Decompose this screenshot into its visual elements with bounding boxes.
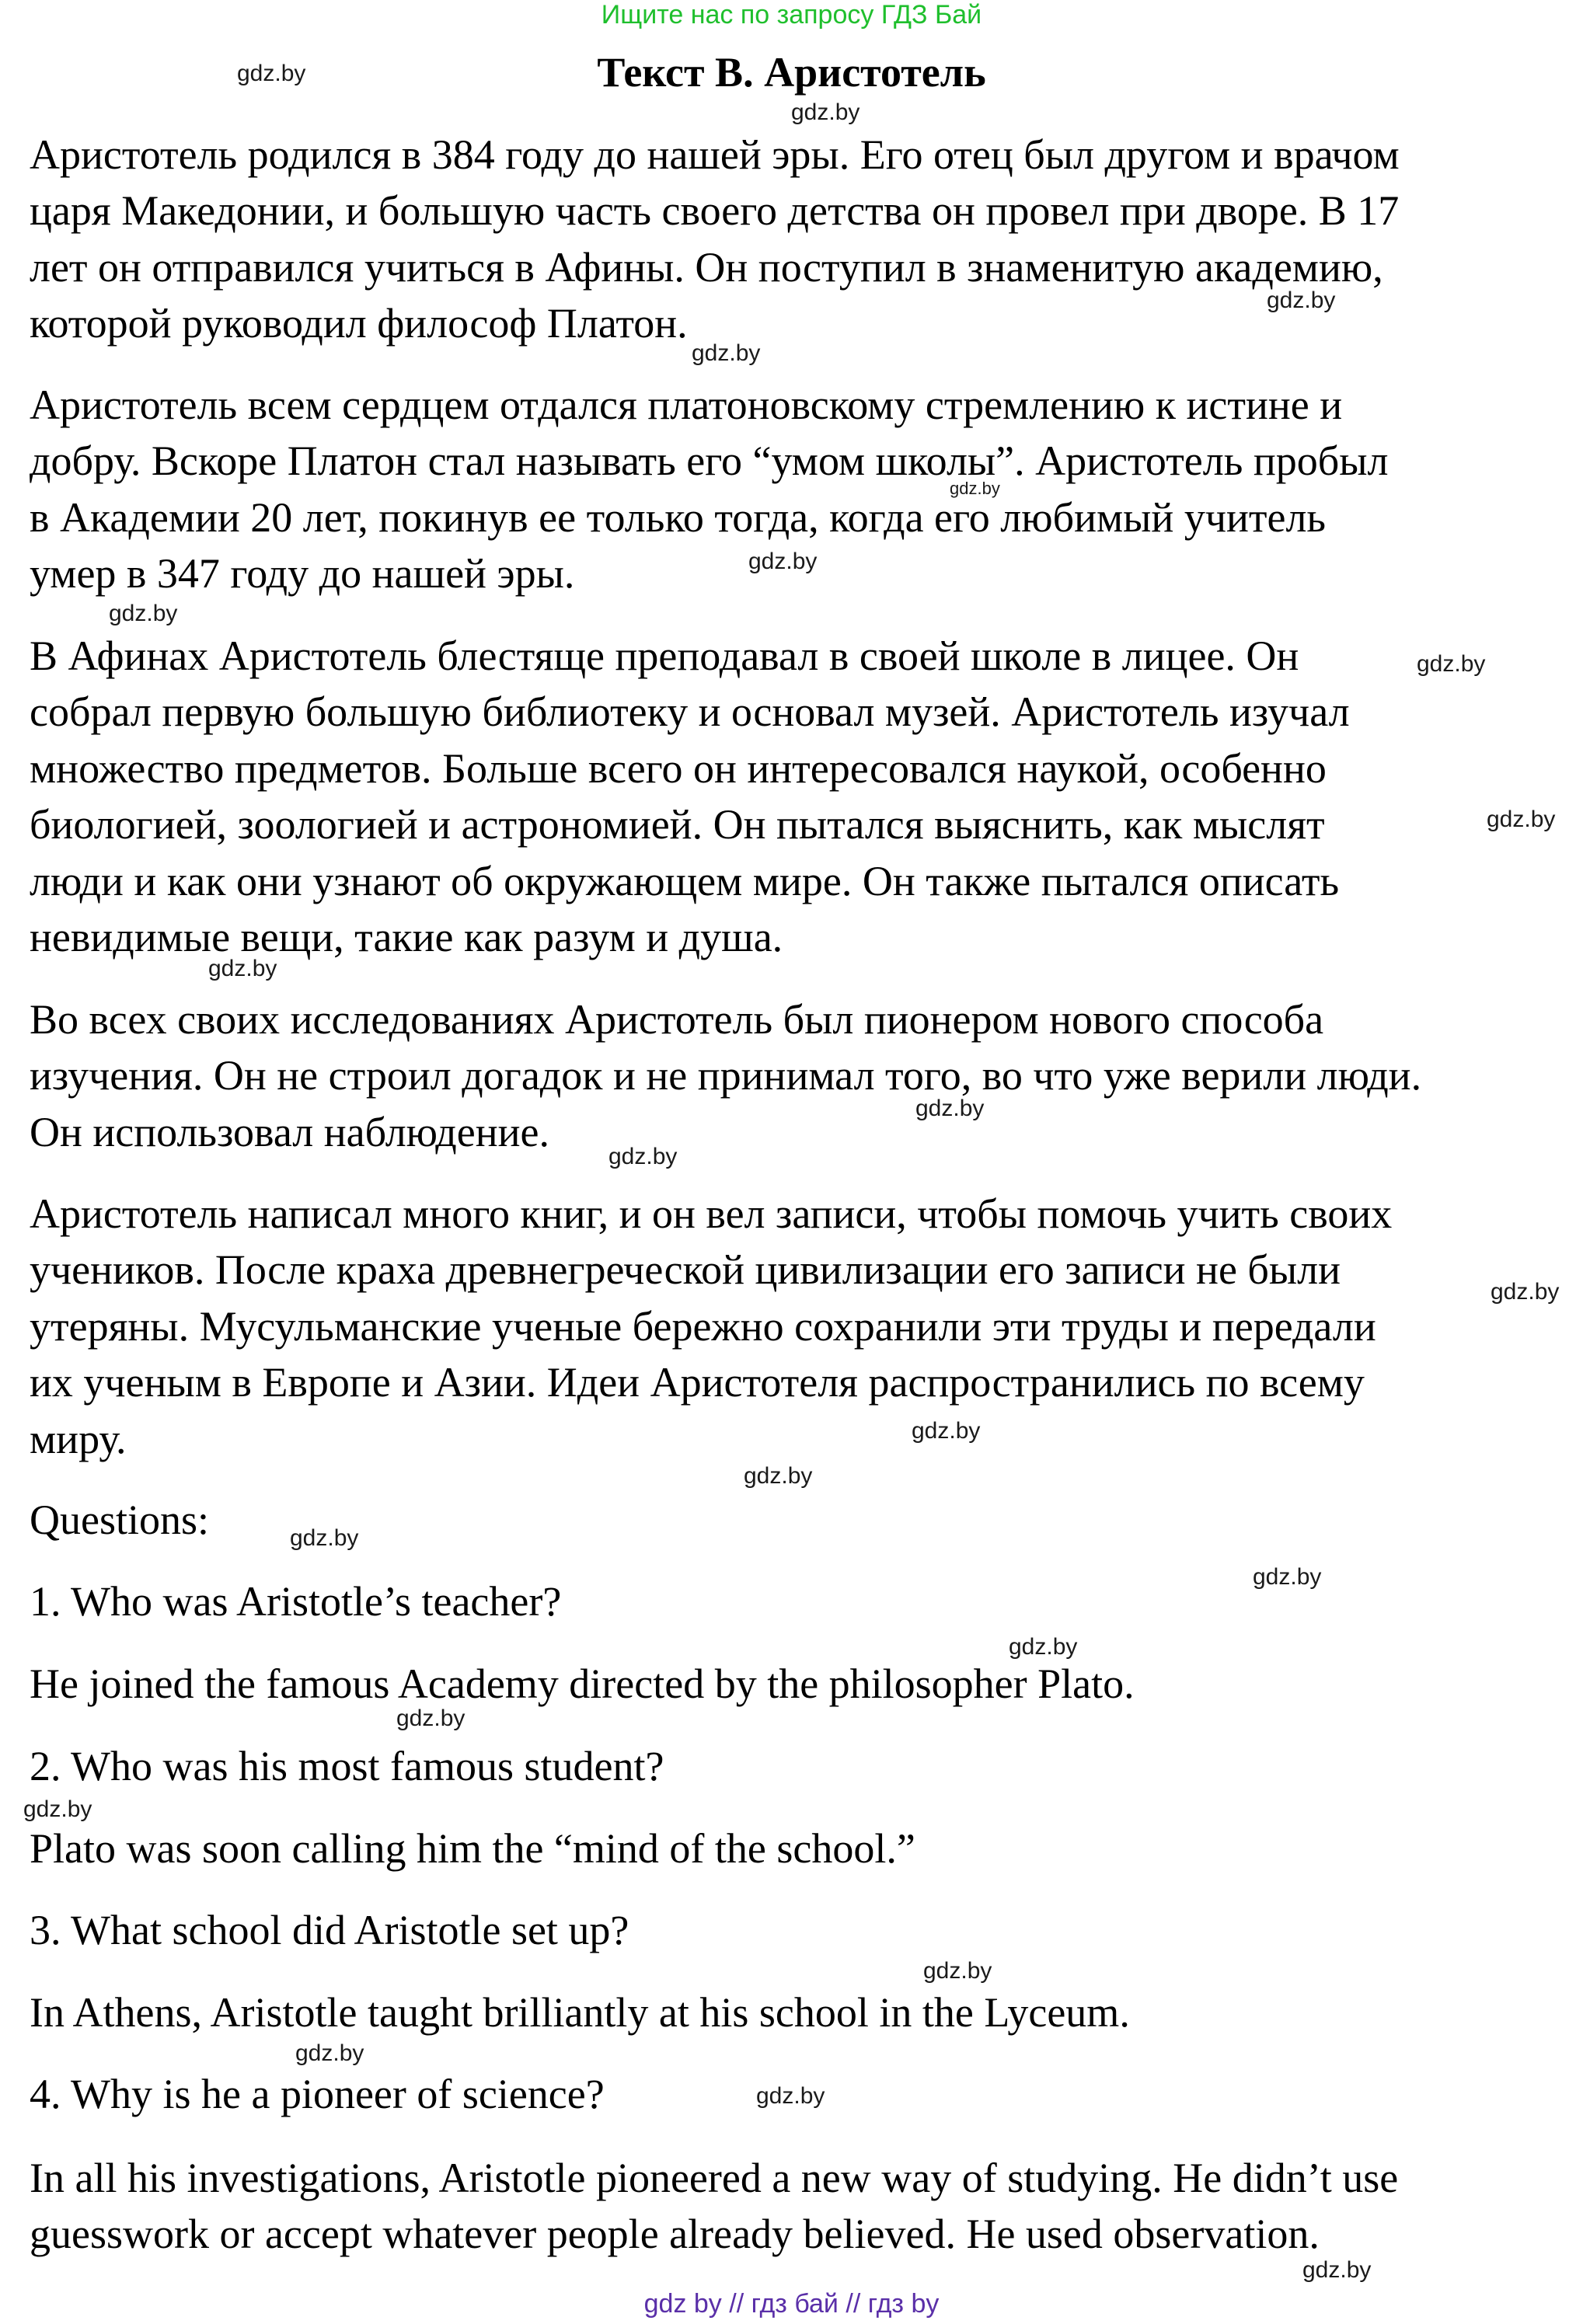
paragraph-line: миру. (30, 1415, 127, 1462)
paragraph-line: Аристотель всем сердцем отдался платоновскому стремлению к истине и (30, 382, 1343, 428)
paragraph-line: утеряны. Мусульманские ученые бережно сохранили эти труды и передали (30, 1302, 1376, 1350)
paragraph-line: добру. Вскоре Платон стал называть его “умом школы”. Аристотель пробыл (30, 437, 1389, 485)
paragraph-line: их ученым в Европе и Азии. Идеи Аристотеля распространились по всему (30, 1359, 1365, 1406)
watermark: gdz.by (912, 1418, 981, 1444)
watermark: gdz.by (208, 956, 277, 981)
paragraph-line: царя Македонии, и большую часть своего детства он провел при дворе. В 17 (30, 187, 1400, 235)
watermark: gdz.by (923, 1958, 992, 1984)
paragraph-line: биологией, зоологией и астрономией. Он пытался выяснить, как мыслят (30, 801, 1325, 848)
watermark: gdz.by (109, 601, 178, 626)
paragraph-line: В Афинах Аристотель блестяще преподавал в своей школе в лицее. Он (30, 632, 1299, 679)
watermark: gdz.by (756, 2083, 825, 2109)
watermark: gdz.by (744, 1463, 813, 1489)
watermark: gdz.by (396, 1706, 465, 1731)
watermark: gdz.by (1487, 807, 1556, 832)
paragraph-line: которой руководил философ Платон. (30, 300, 688, 347)
watermark: gdz.by (748, 549, 818, 574)
watermark: gdz.by (295, 2040, 364, 2066)
watermark: gdz.by (290, 1525, 359, 1551)
watermark: gdz.by (692, 340, 761, 366)
top-banner[interactable]: Ищите нас по запросу ГДЗ Бай (601, 0, 982, 30)
questions-heading: Questions: (30, 1496, 210, 1543)
paragraph-3 (30, 628, 1568, 965)
paragraph-line: Он использовал наблюдение. (30, 1108, 549, 1155)
paragraph-line: Аристотель родился в 384 году до нашей эры. Его отец был другом и врачом (30, 131, 1400, 178)
watermark: gdz.by (237, 61, 306, 86)
answer-3: In Athens, Aristotle taught brilliantly at his school in the Lyceum. (30, 1989, 1130, 2036)
watermark: gdz.by (1417, 651, 1486, 677)
question-1: 1. Who was Aristotle’s teacher? (30, 1578, 562, 1625)
question-4: 4. Why is he a pioneer of science? (30, 2071, 605, 2117)
paragraph-line: изучения. Он не строил догадок и не принимал того, во что уже верили люди. (30, 1052, 1422, 1099)
paragraph-line: Аристотель написал много книг, и он вел записи, чтобы помочь учить своих (30, 1190, 1393, 1237)
paragraph-line: Во всех своих исследованиях Аристотель был пионером нового способа (30, 996, 1324, 1043)
watermark: gdz.by (915, 1096, 985, 1121)
paragraph-line: лет он отправился учиться в Афины. Он поступил в знаменитую академию, (30, 243, 1383, 291)
paragraph-line: умер в 347 году до нашей эры. (30, 550, 575, 598)
paragraph-5 (30, 1186, 1568, 1467)
watermark: gdz.by (1302, 2257, 1372, 2283)
watermark: gdz.by (1253, 1564, 1322, 1590)
watermark: gdz.by (608, 1144, 678, 1169)
watermark: gdz.by (950, 479, 1000, 498)
paragraph-1 (30, 127, 1568, 352)
paragraph-line: люди и как они узнают об окружающем мире. Он также пытался описать (30, 857, 1340, 904)
paragraph-line: невидимые вещи, такие как разум и душа. (30, 913, 783, 960)
answer-4-line-1: In all his investigations, Aristotle pioneered a new way of studying. He didn’t use (30, 2155, 1399, 2201)
watermark: gdz.by (1491, 1279, 1560, 1305)
page-title: Текст B. Аристотель (597, 49, 986, 96)
question-2: 2. Who was his most famous student? (30, 1743, 664, 1789)
question-3: 3. What school did Aristotle set up? (30, 1907, 629, 1953)
paragraph-4 (30, 991, 1568, 1160)
footer-links[interactable]: gdz by // гдз бай // гдз by (643, 2289, 940, 2319)
watermark: gdz.by (791, 99, 860, 125)
answer-4-line-2: guesswork or accept whatever people already believed. He used observation. (30, 2211, 1320, 2257)
watermark: gdz.by (1009, 1634, 1078, 1660)
paragraph-line: множество предметов. Больше всего он интересовался наукой, особенно (30, 744, 1327, 792)
paragraph-line: учеников. После краха древнегреческой цивилизации его записи не были (30, 1246, 1341, 1294)
answer-2: Plato was soon calling him the “mind of the school.” (30, 1825, 915, 1872)
watermark: gdz.by (1267, 287, 1336, 313)
paragraph-line: в Академии 20 лет, покинув ее только тогда, когда его любимый учитель (30, 493, 1327, 541)
answer-1: He joined the famous Academy directed by the philosopher Plato. (30, 1660, 1135, 1707)
watermark: gdz.by (23, 1796, 92, 1822)
paragraph-line: собрал первую большую библиотеку и основал музей. Аристотель изучал (30, 688, 1350, 736)
